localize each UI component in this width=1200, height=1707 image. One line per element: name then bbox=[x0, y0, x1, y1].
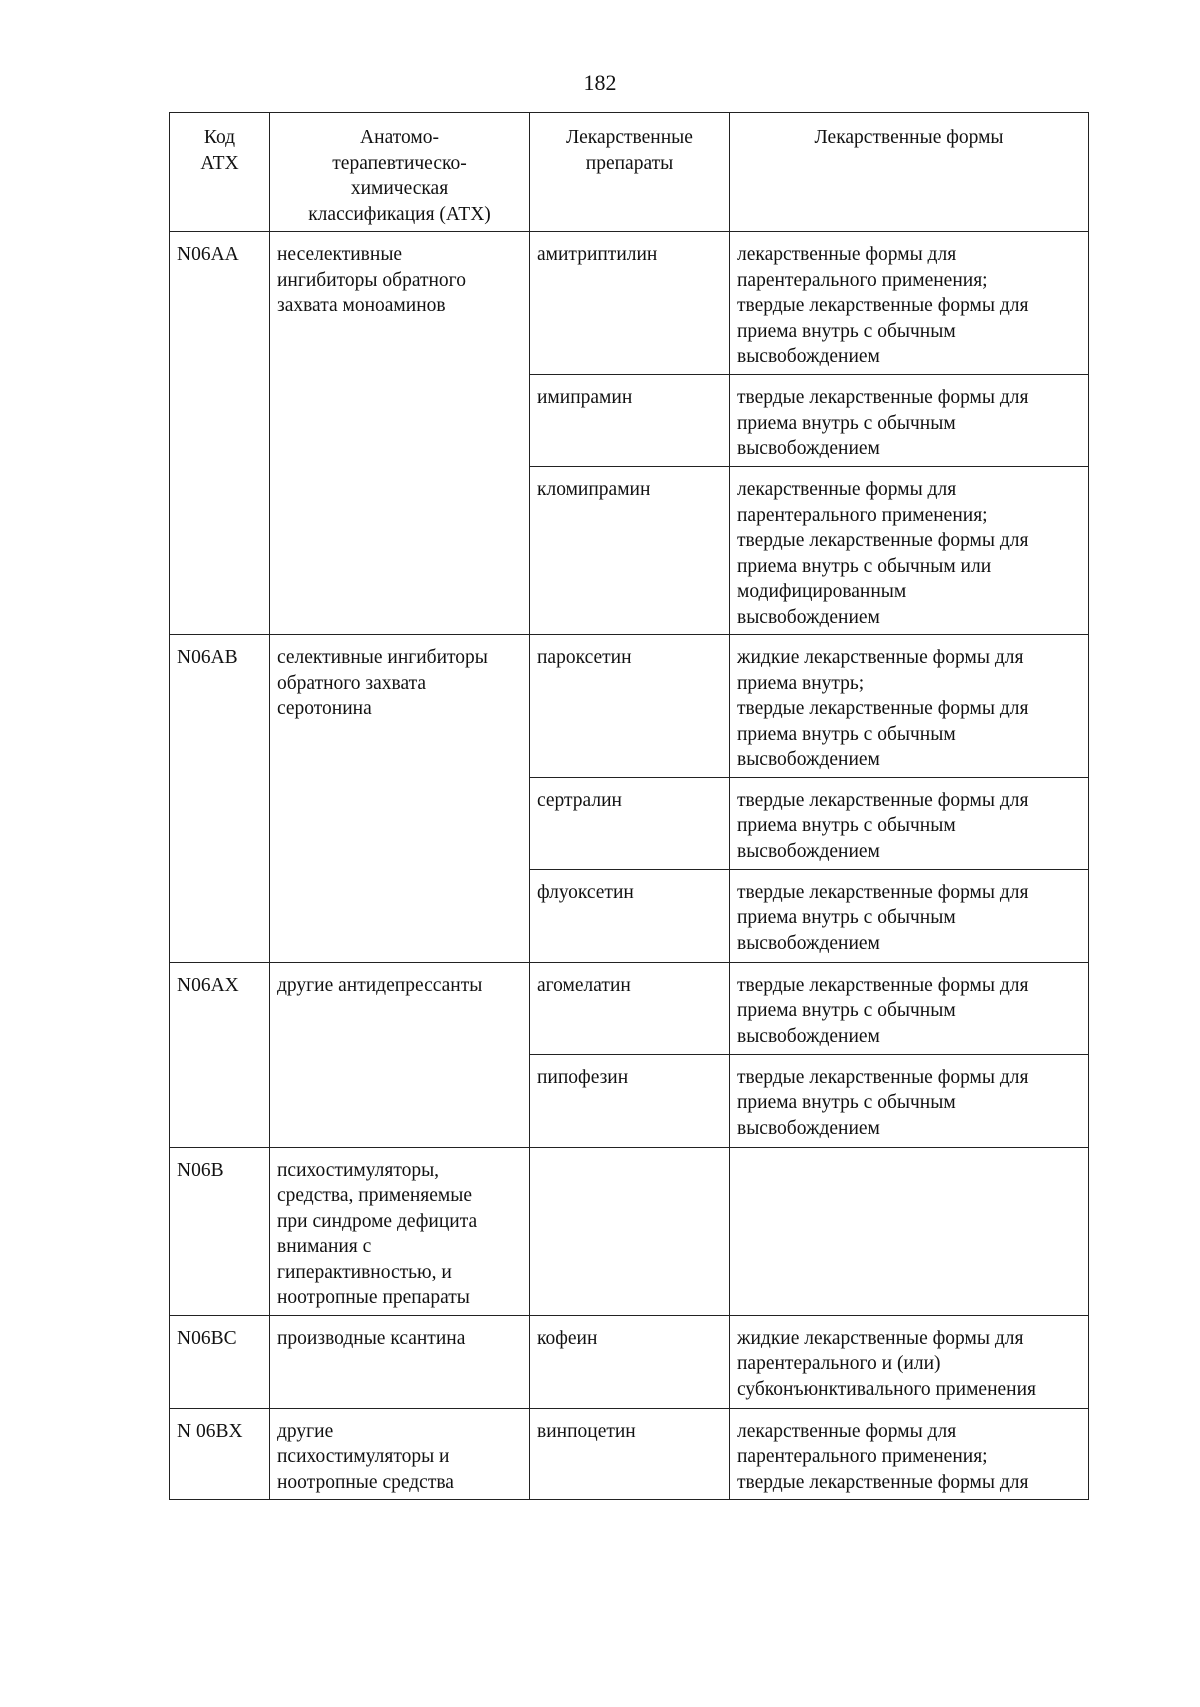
drug-cell: пароксетин bbox=[530, 635, 730, 778]
table-row bbox=[170, 1315, 1089, 1408]
header-code: Код АТХ bbox=[170, 113, 270, 232]
table-body bbox=[170, 232, 1089, 1500]
classification-cell: психостимуляторы, средства, применяемые при синдроме дефицита внимания с гиперактивностью, и ноотропные препараты bbox=[270, 1147, 530, 1315]
table-row bbox=[170, 232, 1089, 375]
dosage-forms-cell: лекарственные формы для парентерального применения; твердые лекарственные формы для приема внутрь с обычным или модифицированным высвобождением bbox=[730, 467, 1089, 635]
dosage-forms-cell: твердые лекарственные формы для приема внутрь с обычным высвобождением bbox=[730, 1054, 1089, 1147]
classification-cell: производные ксантина bbox=[270, 1315, 530, 1408]
dosage-forms-cell: лекарственные формы для парентерального применения; твердые лекарственные формы для приема внутрь с обычным высвобождением bbox=[730, 232, 1089, 375]
atc-code-cell: N06BC bbox=[170, 1315, 270, 1408]
dosage-forms-cell: твердые лекарственные формы для приема внутрь с обычным высвобождением bbox=[730, 962, 1089, 1054]
dosage-forms-cell: твердые лекарственные формы для приема внутрь с обычным высвобождением bbox=[730, 869, 1089, 962]
drug-cell: имипрамин bbox=[530, 375, 730, 467]
dosage-forms-cell: жидкие лекарственные формы для парентерального и (или) субконъюнктивального применения bbox=[730, 1315, 1089, 1408]
table-row bbox=[170, 962, 1089, 1054]
classification-cell: другие антидепрессанты bbox=[270, 962, 530, 1147]
classification-cell: селективные ингибиторы обратного захвата серотонина bbox=[270, 635, 530, 963]
dosage-forms-cell bbox=[730, 1147, 1089, 1315]
atc-code-cell: N06AB bbox=[170, 635, 270, 963]
table-row bbox=[170, 635, 1089, 778]
drug-cell: кломипрамин bbox=[530, 467, 730, 635]
page-number: 182 bbox=[583, 70, 617, 95]
header-classification: Анатомо- терапевтическо- химическая классификация (АТХ) bbox=[270, 113, 530, 232]
dosage-forms-cell: лекарственные формы для парентерального применения; твердые лекарственные формы для bbox=[730, 1408, 1089, 1500]
drug-cell: амитриптилин bbox=[530, 232, 730, 375]
drug-cell: флуоксетин bbox=[530, 869, 730, 962]
atc-table bbox=[169, 112, 1089, 1500]
classification-cell: другие психостимуляторы и ноотропные средства bbox=[270, 1408, 530, 1500]
drug-cell: пипофезин bbox=[530, 1054, 730, 1147]
atc-code-cell: N06AA bbox=[170, 232, 270, 635]
table-header-row bbox=[170, 113, 1089, 232]
drug-cell: агомелатин bbox=[530, 962, 730, 1054]
table-row bbox=[170, 1408, 1089, 1500]
dosage-forms-cell: твердые лекарственные формы для приема внутрь с обычным высвобождением bbox=[730, 777, 1089, 869]
dosage-forms-cell: жидкие лекарственные формы для приема внутрь; твердые лекарственные формы для приема внутрь с обычным высвобождением bbox=[730, 635, 1089, 778]
drug-cell: кофеин bbox=[530, 1315, 730, 1408]
drug-cell: сертралин bbox=[530, 777, 730, 869]
classification-cell: неселективные ингибиторы обратного захвата моноаминов bbox=[270, 232, 530, 635]
header-drugs: Лекарственные препараты bbox=[530, 113, 730, 232]
drug-cell: винпоцетин bbox=[530, 1408, 730, 1500]
atc-code-cell: N06B bbox=[170, 1147, 270, 1315]
table-row bbox=[170, 1147, 1089, 1315]
header-forms: Лекарственные формы bbox=[730, 113, 1089, 232]
atc-code-cell: N06AX bbox=[170, 962, 270, 1147]
dosage-forms-cell: твердые лекарственные формы для приема внутрь с обычным высвобождением bbox=[730, 375, 1089, 467]
drug-cell bbox=[530, 1147, 730, 1315]
atc-code-cell: N 06BX bbox=[170, 1408, 270, 1500]
